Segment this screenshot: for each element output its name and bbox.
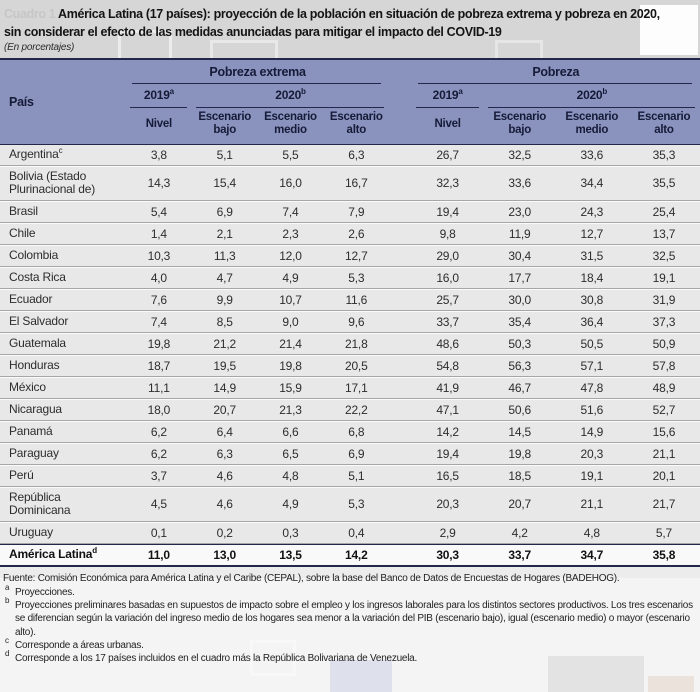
table-row [0,333,700,355]
value-cell: 3,7 [126,465,192,487]
value-cell: 33,7 [484,544,556,567]
value-cell: 34,4 [556,166,628,201]
value-cell: 57,8 [628,355,700,377]
value-cell: 19,8 [126,333,192,355]
value-cell: 16,0 [412,267,484,289]
total-row [0,544,700,567]
value-cell: 0,4 [323,522,389,544]
value-cell: 13,5 [258,544,324,567]
subheader-level: Nivel [126,108,192,144]
column-header-country: País [0,60,126,144]
group-gap-cell [389,355,411,377]
value-cell: 5,4 [126,201,192,223]
value-cell: 5,3 [323,267,389,289]
table-subtitle: (En porcentajes) [4,42,75,54]
value-cell: 33,7 [412,311,484,333]
subheader-low-scenario: Escenario bajo [484,108,556,144]
footnote-d: d Corresponde a los 17 países incluidos en el cuadro más la República Bolivariana de Venezuela. [5,648,418,664]
value-cell: 17,7 [484,267,556,289]
value-cell: 32,5 [484,144,556,166]
value-cell: 57,1 [556,355,628,377]
value-cell: 9,8 [412,223,484,245]
table-row [0,399,700,421]
value-cell: 33,6 [556,144,628,166]
table-row [0,311,700,333]
value-cell: 41,9 [412,377,484,399]
value-cell: 15,6 [628,421,700,443]
group-gap-cell [389,223,411,245]
value-cell: 2,1 [192,223,258,245]
value-cell: 20,1 [628,465,700,487]
table-row [0,377,700,399]
subheader-medium-scenario: Escenario medio [258,108,324,144]
value-cell: 14,5 [484,421,556,443]
table-row [0,201,700,223]
title-line1: América Latina (17 países): proyección de la población en situación de pobreza extrema y pobreza en 2020, [58,7,660,21]
value-cell: 16,0 [258,166,324,201]
value-cell: 35,5 [628,166,700,201]
value-cell: 15,4 [192,166,258,201]
value-cell: 18,0 [126,399,192,421]
value-cell: 20,3 [412,487,484,522]
value-cell: 46,7 [484,377,556,399]
group-gap-cell [389,267,411,289]
value-cell: 0,3 [258,522,324,544]
value-cell: 35,8 [628,544,700,567]
value-cell: 14,2 [323,544,389,567]
value-cell: 34,7 [556,544,628,567]
value-cell: 6,3 [192,443,258,465]
subheader-low-scenario: Escenario bajo [192,108,258,144]
value-cell: 22,2 [323,399,389,421]
country-cell: Bolivia (Estado Plurinacional de) [0,166,126,201]
value-cell: 6,4 [192,421,258,443]
value-cell: 2,6 [323,223,389,245]
country-cell: República Dominicana [0,487,126,522]
value-cell: 33,6 [484,166,556,201]
value-cell: 36,4 [556,311,628,333]
value-cell: 24,3 [556,201,628,223]
value-cell: 31,9 [628,289,700,311]
value-cell: 48,9 [628,377,700,399]
value-cell: 10,7 [258,289,324,311]
table-header [0,60,700,144]
group-gap-cell [389,144,411,166]
country-cell: Colombia [0,245,126,267]
group-gap-cell [389,201,411,223]
value-cell: 4,9 [258,267,324,289]
footnotes [0,567,700,665]
table-row [0,267,700,289]
value-cell: 7,9 [323,201,389,223]
value-cell: 18,7 [126,355,192,377]
country-cell: Ecuador [0,289,126,311]
value-cell: 13,0 [192,544,258,567]
value-cell: 18,4 [556,267,628,289]
table-row [0,421,700,443]
value-cell: 35,4 [484,311,556,333]
value-cell: 50,9 [628,333,700,355]
year-header-2020: 2020$^b$ [192,84,389,108]
value-cell: 25,4 [628,201,700,223]
value-cell: 5,1 [192,144,258,166]
value-cell: 50,6 [484,399,556,421]
country-cell: Chile [0,223,126,245]
value-cell: 4,0 [126,267,192,289]
value-cell: 19,4 [412,201,484,223]
value-cell: 0,2 [192,522,258,544]
value-cell: 54,8 [412,355,484,377]
group-gap-cell [389,289,411,311]
value-cell: 47,1 [412,399,484,421]
table-title [4,5,694,41]
value-cell: 15,9 [258,377,324,399]
value-cell: 14,2 [412,421,484,443]
value-cell: 5,5 [258,144,324,166]
background-decoration [648,676,694,692]
value-cell: 30,8 [556,289,628,311]
value-cell: 12,7 [556,223,628,245]
table-row [0,465,700,487]
value-cell: 19,5 [192,355,258,377]
country-cell: Honduras [0,355,126,377]
value-cell: 16,5 [412,465,484,487]
group-gap-cell [389,522,411,544]
value-cell: 13,7 [628,223,700,245]
group-gap-cell [389,333,411,355]
value-cell: 4,8 [258,465,324,487]
value-cell: 30,3 [412,544,484,567]
value-cell: 10,3 [126,245,192,267]
value-cell: 21,8 [323,333,389,355]
value-cell: 20,5 [323,355,389,377]
group-gap-cell [389,311,411,333]
group-gap-cell [389,377,411,399]
column-group-gap [389,60,411,144]
value-cell: 18,5 [484,465,556,487]
value-cell: 21,4 [258,333,324,355]
value-cell: 21,7 [628,487,700,522]
value-cell: 12,7 [323,245,389,267]
value-cell: 4,7 [192,267,258,289]
value-cell: 56,3 [484,355,556,377]
value-cell: 19,8 [484,443,556,465]
value-cell: 48,6 [412,333,484,355]
value-cell: 4,6 [192,465,258,487]
value-cell: 19,1 [556,465,628,487]
table-body [0,144,700,567]
country-cell: Brasil [0,201,126,223]
table-row [0,245,700,267]
value-cell: 11,0 [126,544,192,567]
value-cell: 4,8 [556,522,628,544]
value-cell: 25,7 [412,289,484,311]
country-cell: Argentina$^c$ [0,144,126,166]
value-cell: 20,7 [192,399,258,421]
value-cell: 21,1 [556,487,628,522]
value-cell: 29,0 [412,245,484,267]
value-cell: 6,2 [126,421,192,443]
value-cell: 6,2 [126,443,192,465]
value-cell: 47,8 [556,377,628,399]
value-cell: 14,3 [126,166,192,201]
table-row [0,355,700,377]
country-cell: El Salvador [0,311,126,333]
value-cell: 4,5 [126,487,192,522]
value-cell: 37,3 [628,311,700,333]
value-cell: 6,8 [323,421,389,443]
table-row [0,144,700,166]
country-cell: Costa Rica [0,267,126,289]
value-cell: 31,5 [556,245,628,267]
value-cell: 9,0 [258,311,324,333]
value-cell: 9,6 [323,311,389,333]
value-cell: 0,1 [126,522,192,544]
footnote-c: c Corresponde a áreas urbanas. [5,635,144,651]
value-cell: 21,3 [258,399,324,421]
value-cell: 11,1 [126,377,192,399]
value-cell: 12,0 [258,245,324,267]
value-cell: 50,3 [484,333,556,355]
value-cell: 6,9 [323,443,389,465]
table-row [0,289,700,311]
value-cell: 6,3 [323,144,389,166]
table-row [0,522,700,544]
group-gap-cell [389,487,411,522]
value-cell: 5,3 [323,487,389,522]
subheader-high-scenario: Escenario alto [628,108,700,144]
value-cell: 21,2 [192,333,258,355]
column-group-extreme-poverty: Pobreza extrema [126,60,389,84]
value-cell: 30,4 [484,245,556,267]
value-cell: 6,6 [258,421,324,443]
year-header-2020: 2020$^b$ [484,84,700,108]
title-block [0,0,700,53]
value-cell: 4,6 [192,487,258,522]
value-cell: 19,1 [628,267,700,289]
value-cell: 30,0 [484,289,556,311]
value-cell: 14,9 [556,421,628,443]
value-cell: 6,5 [258,443,324,465]
value-cell: 11,3 [192,245,258,267]
value-cell: 23,0 [484,201,556,223]
value-cell: 20,7 [484,487,556,522]
column-group-poverty: Pobreza [412,60,700,84]
value-cell: 26,7 [412,144,484,166]
country-cell: Perú [0,465,126,487]
group-gap-cell [389,465,411,487]
country-cell: Panamá [0,421,126,443]
footnote-b: b Proyecciones preliminares basadas en supuestos de impacto sobre el empleo y los ingresos laborales para los distintos sectores productivos. Los tres escenarios se diferencian según la variación del ingreso medio de los hogares sea menor a la variación del PIB (escenario bajo), igual (escenario medio) o mayor (escenario alto). [5,596,693,638]
value-cell: 2,3 [258,223,324,245]
country-cell: Paraguay [0,443,126,465]
value-cell: 50,5 [556,333,628,355]
value-cell: 17,1 [323,377,389,399]
value-cell: 6,9 [192,201,258,223]
value-cell: 5,1 [323,465,389,487]
value-cell: 52,7 [628,399,700,421]
year-header-2019: 2019$^a$ [412,84,484,108]
table-row [0,223,700,245]
value-cell: 3,8 [126,144,192,166]
value-cell: 19,4 [412,443,484,465]
country-cell: Nicaragua [0,399,126,421]
value-cell: 2,9 [412,522,484,544]
group-gap-cell [389,443,411,465]
value-cell: 4,9 [258,487,324,522]
group-gap-cell [389,245,411,267]
value-cell: 1,4 [126,223,192,245]
country-cell: América Latina$^d$ [0,544,126,567]
value-cell: 16,7 [323,166,389,201]
value-cell: 7,6 [126,289,192,311]
subheader-high-scenario: Escenario alto [323,108,389,144]
subheader-medium-scenario: Escenario medio [556,108,628,144]
country-cell: Uruguay [0,522,126,544]
poverty-projection-table [0,58,700,567]
group-gap-cell [389,166,411,201]
value-cell: 7,4 [258,201,324,223]
value-cell: 32,5 [628,245,700,267]
subheader-level: Nivel [412,108,484,144]
value-cell: 20,3 [556,443,628,465]
table-row [0,487,700,522]
table-row [0,443,700,465]
value-cell: 19,8 [258,355,324,377]
table-row [0,166,700,201]
value-cell: 9,9 [192,289,258,311]
group-gap-cell [389,544,411,567]
value-cell: 8,5 [192,311,258,333]
group-gap-cell [389,421,411,443]
value-cell: 4,2 [484,522,556,544]
group-gap-cell [389,399,411,421]
value-cell: 14,9 [192,377,258,399]
country-cell: México [0,377,126,399]
value-cell: 21,1 [628,443,700,465]
table-number-label: Cuadro 1 [4,7,56,21]
value-cell: 35,3 [628,144,700,166]
source-note: Fuente: Comisión Económica para América Latina y el Caribe (CEPAL), sobre la base del Banco de Datos de Encuestas de Hogares (BADEHOG). [3,572,620,584]
title-line2: sin considerar el efecto de las medidas anunciadas para mitigar el impacto del COVID-19 [4,25,502,40]
value-cell: 11,9 [484,223,556,245]
value-cell: 5,7 [628,522,700,544]
country-cell: Guatemala [0,333,126,355]
value-cell: 51,6 [556,399,628,421]
value-cell: 7,4 [126,311,192,333]
value-cell: 11,6 [323,289,389,311]
value-cell: 32,3 [412,166,484,201]
footnote-a: a Proyecciones. [5,582,75,598]
year-header-2019: 2019$^a$ [126,84,192,108]
